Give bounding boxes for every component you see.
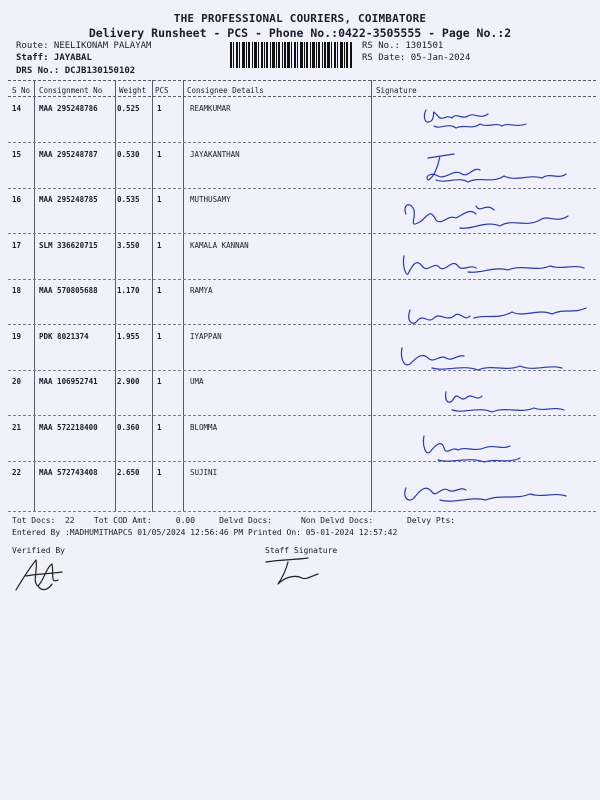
row-consignee: SUJINI xyxy=(190,468,218,477)
row-sno: 18 xyxy=(12,286,22,295)
signature-scribble xyxy=(424,110,526,128)
row-sno: 19 xyxy=(12,332,22,341)
row-consignment: MAA 572743408 xyxy=(39,468,98,477)
signature-scribble xyxy=(446,392,564,412)
row-consignment: MAA 106952741 xyxy=(39,377,98,386)
row-weight: 3.550 xyxy=(117,241,140,250)
row-consignee: UMA xyxy=(190,377,204,386)
row-consignee: MUTHUSAMY xyxy=(190,195,231,204)
row-pcs: 1 xyxy=(157,286,162,295)
col-header-signature: Signature xyxy=(376,86,417,95)
row-sno: 20 xyxy=(12,377,22,386)
company-name: THE PROFESSIONAL COURIERS, COIMBATORE xyxy=(173,12,427,25)
row-sno: 21 xyxy=(12,423,22,432)
route: Route: NEELIKONAM PALAYAM xyxy=(16,41,152,51)
signature-scribble xyxy=(423,436,520,462)
row-consignment: MAA 570805688 xyxy=(39,286,98,295)
row-consignee: RAMYA xyxy=(190,286,213,295)
row-pcs: 1 xyxy=(157,377,162,386)
row-consignee: JAYAKANTHAN xyxy=(190,150,240,159)
staff-signature xyxy=(262,552,322,592)
verified-by-signature xyxy=(8,550,68,598)
row-consignee: REAMKUMAR xyxy=(190,104,231,113)
row-consignee: BLOMMA xyxy=(190,423,218,432)
rs-number: RS No.: 1301501 xyxy=(362,41,444,51)
row-consignment: MAA 295248787 xyxy=(39,150,98,159)
row-weight: 1.955 xyxy=(117,332,140,341)
entered-printed-line: Entered By :MADHUMITHAPCS 01/05/2024 12:56:46 PM Printed On: 05-01-2024 12:57:42 xyxy=(12,528,398,537)
row-sno: 22 xyxy=(12,468,22,477)
row-consignment: MAA 295248786 xyxy=(39,104,98,113)
staff: Staff: JAYABAL xyxy=(16,53,92,63)
signature-scribble xyxy=(409,308,586,323)
col-header-sno: S No xyxy=(12,86,31,95)
row-consignment: MAA 572218400 xyxy=(39,423,98,432)
row-consignee: KAMALA KANNAN xyxy=(190,241,249,250)
row-sno: 14 xyxy=(12,104,22,113)
row-sno: 17 xyxy=(12,241,22,250)
col-header-pcs: PCS xyxy=(155,86,169,95)
rs-date: RS Date: 05-Jan-2024 xyxy=(362,53,471,63)
row-consignee: IYAPPAN xyxy=(190,332,222,341)
drs-number: DRS No.: DCJB130150102 xyxy=(16,66,136,76)
barcode-icon xyxy=(230,42,352,68)
signature-scribble xyxy=(401,348,562,370)
row-weight: 0.360 xyxy=(117,423,140,432)
col-header-weight: Weight xyxy=(119,86,147,95)
table-top-rule xyxy=(8,80,596,81)
column-divider xyxy=(34,80,35,512)
totals-line: Tot Docs: 22 Tot COD Amt: 0.00 Delvd Docs: Non Delvd Docs: Delvy Pts: xyxy=(12,516,456,525)
runsheet-title: Delivery Runsheet - PCS - Phone No.:0422-3505555 - Page No.:2 xyxy=(88,26,512,40)
row-pcs: 1 xyxy=(157,423,162,432)
row-weight: 2.900 xyxy=(117,377,140,386)
row-weight: 0.525 xyxy=(117,104,140,113)
row-weight: 0.530 xyxy=(117,150,140,159)
row-weight: 2.650 xyxy=(117,468,140,477)
row-consignment: PDK 8021374 xyxy=(39,332,89,341)
signature-scribble xyxy=(427,154,566,182)
signature-column-ink xyxy=(376,96,596,512)
row-weight: 0.535 xyxy=(117,195,140,204)
row-pcs: 1 xyxy=(157,104,162,113)
column-divider xyxy=(152,80,153,512)
verified-by-label: Verified By xyxy=(12,546,65,555)
row-pcs: 1 xyxy=(157,468,162,477)
row-consignment: MAA 295248785 xyxy=(39,195,98,204)
row-sno: 15 xyxy=(12,150,22,159)
col-header-consignment: Consignment No xyxy=(39,86,103,95)
row-sno: 16 xyxy=(12,195,22,204)
signature-scribble xyxy=(405,205,568,229)
row-pcs: 1 xyxy=(157,241,162,250)
row-consignment: SLM 336620715 xyxy=(39,241,98,250)
row-weight: 1.170 xyxy=(117,286,140,295)
row-pcs: 1 xyxy=(157,195,162,204)
signature-scribble xyxy=(403,256,584,274)
column-divider xyxy=(183,80,184,512)
signature-scribble xyxy=(405,488,566,501)
row-pcs: 1 xyxy=(157,150,162,159)
col-header-consignee: Consignee Details xyxy=(187,86,264,95)
column-divider xyxy=(371,80,372,512)
column-divider xyxy=(115,80,116,512)
staff-signature-label: Staff Signature xyxy=(265,546,338,555)
row-pcs: 1 xyxy=(157,332,162,341)
